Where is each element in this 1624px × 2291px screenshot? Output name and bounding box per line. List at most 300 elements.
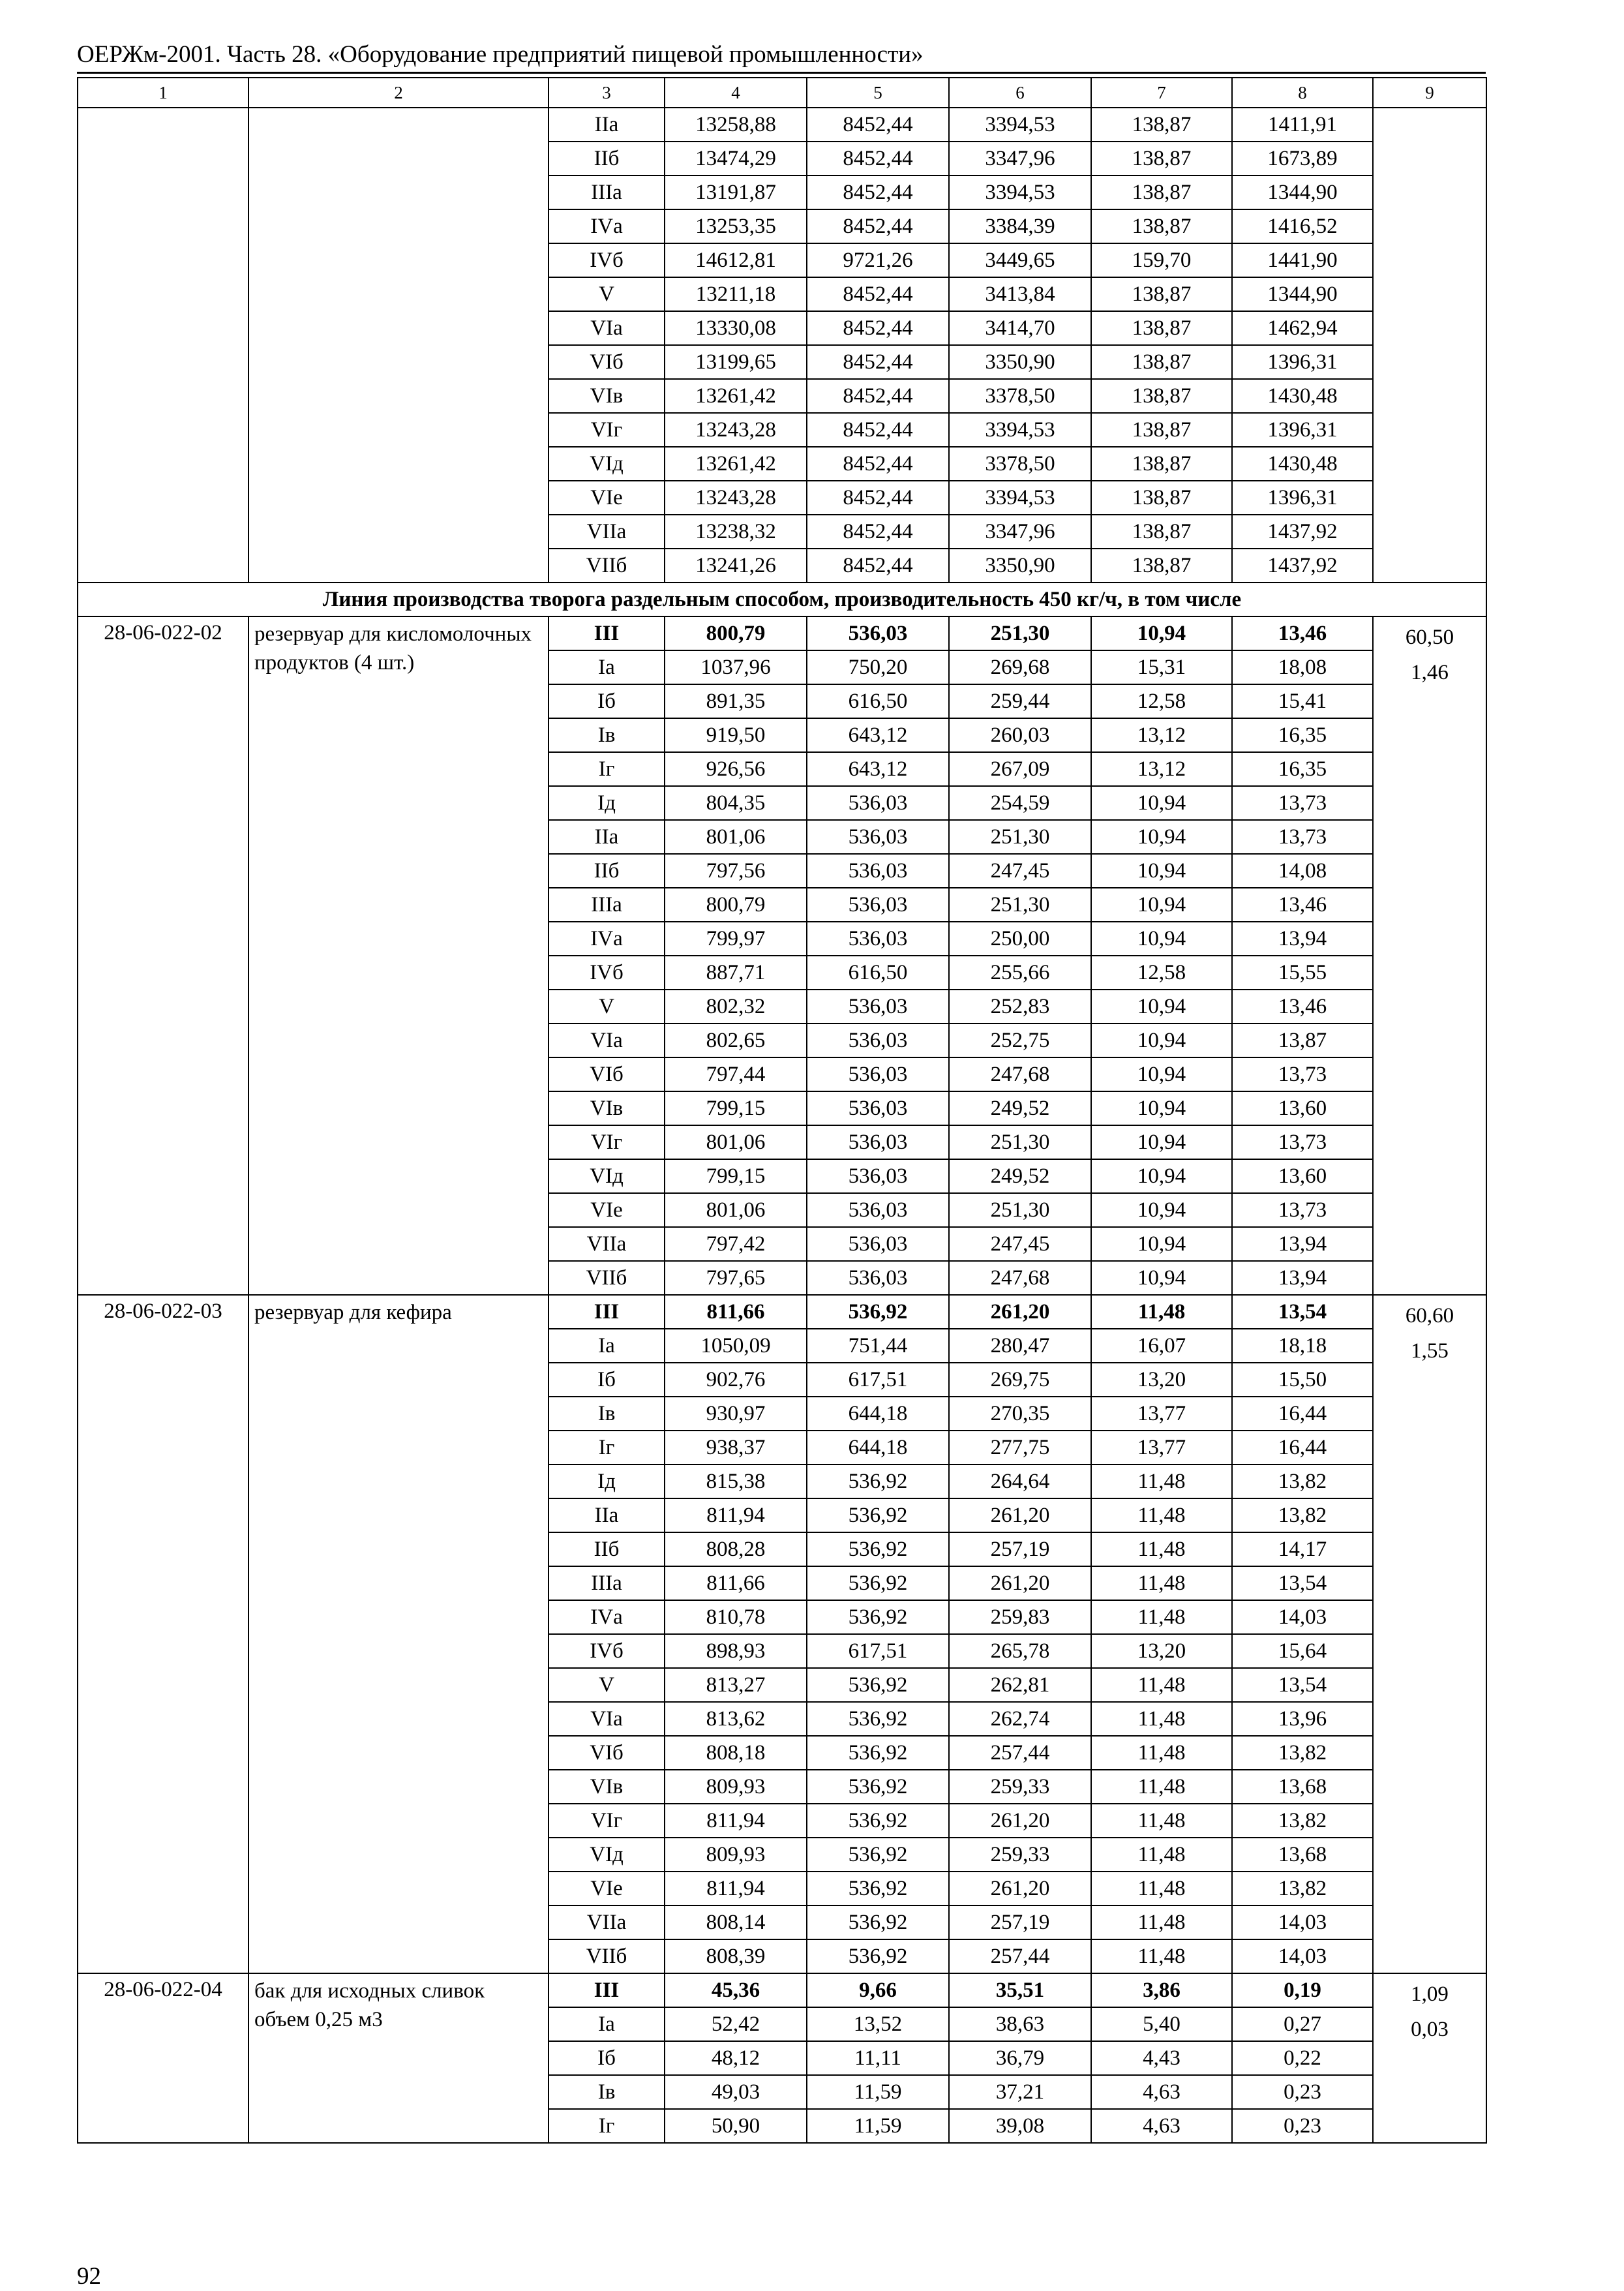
wages-cell: 536,03 <box>807 1193 949 1227</box>
machine-cost-cell: 261,20 <box>949 1804 1091 1838</box>
materials-cell: 13,82 <box>1232 1736 1373 1770</box>
wages-cell: 536,92 <box>807 1872 949 1905</box>
machine-cost-cell: 267,09 <box>949 752 1091 786</box>
machine-wages-cell: 10,94 <box>1091 922 1232 956</box>
wages-cell: 750,20 <box>807 650 949 684</box>
resource-cell <box>1373 108 1486 583</box>
total-cost-cell: 797,42 <box>665 1227 807 1261</box>
total-cost-cell: 52,42 <box>665 2007 807 2041</box>
total-cost-cell: 811,94 <box>665 1872 807 1905</box>
materials-cell: 13,46 <box>1232 888 1373 922</box>
machine-wages-cell: 11,48 <box>1091 1838 1232 1872</box>
machine-wages-cell: 12,58 <box>1091 956 1232 990</box>
machine-cost-cell: 35,51 <box>949 1973 1091 2007</box>
zone-cell: Iа <box>549 650 665 684</box>
machine-wages-cell: 12,58 <box>1091 684 1232 718</box>
machine-cost-cell: 249,52 <box>949 1091 1091 1125</box>
machine-wages-cell: 5,40 <box>1091 2007 1232 2041</box>
materials-cell: 14,08 <box>1232 854 1373 888</box>
wages-cell: 8452,44 <box>807 549 949 583</box>
materials-cell: 13,82 <box>1232 1464 1373 1498</box>
machine-wages-cell: 13,12 <box>1091 752 1232 786</box>
machine-wages-cell: 11,48 <box>1091 1295 1232 1329</box>
machine-wages-cell: 11,48 <box>1091 1498 1232 1532</box>
machine-wages-cell: 11,48 <box>1091 1600 1232 1634</box>
resource-cell <box>1373 1973 1486 2143</box>
zone-cell: IIа <box>549 108 665 142</box>
materials-cell: 14,03 <box>1232 1600 1373 1634</box>
wages-cell: 536,92 <box>807 1600 949 1634</box>
materials-cell: 13,60 <box>1232 1159 1373 1193</box>
total-cost-cell: 799,15 <box>665 1091 807 1125</box>
zone-cell: V <box>549 1668 665 1702</box>
zone-cell: IIIа <box>549 175 665 209</box>
header-rule <box>77 72 1486 74</box>
zone-cell: V <box>549 990 665 1024</box>
zone-cell: VIIа <box>549 1905 665 1939</box>
total-cost-cell: 802,65 <box>665 1024 807 1057</box>
machine-wages-cell: 4,63 <box>1091 2109 1232 2143</box>
materials-cell: 13,73 <box>1232 820 1373 854</box>
machine-cost-cell: 3350,90 <box>949 345 1091 379</box>
zone-cell: Iа <box>549 1329 665 1363</box>
zone-cell: VIв <box>549 379 665 413</box>
zone-cell: VIа <box>549 1702 665 1736</box>
total-cost-cell: 813,27 <box>665 1668 807 1702</box>
total-cost-cell: 808,14 <box>665 1905 807 1939</box>
machine-wages-cell: 138,87 <box>1091 108 1232 142</box>
machine-cost-cell: 3394,53 <box>949 108 1091 142</box>
machine-wages-cell: 138,87 <box>1091 413 1232 447</box>
materials-cell: 0,23 <box>1232 2075 1373 2109</box>
wages-cell: 536,92 <box>807 1566 949 1600</box>
total-cost-cell: 811,94 <box>665 1804 807 1838</box>
total-cost-cell: 14612,81 <box>665 243 807 277</box>
materials-cell: 15,64 <box>1232 1634 1373 1668</box>
zone-cell: IIа <box>549 820 665 854</box>
wages-cell: 536,03 <box>807 1057 949 1091</box>
machine-wages-cell: 13,77 <box>1091 1397 1232 1431</box>
wages-cell: 8452,44 <box>807 413 949 447</box>
machine-wages-cell: 138,87 <box>1091 209 1232 243</box>
total-cost-cell: 13243,28 <box>665 413 807 447</box>
materials-cell: 13,87 <box>1232 1024 1373 1057</box>
materials-cell: 0,23 <box>1232 2109 1373 2143</box>
wages-cell: 13,52 <box>807 2007 949 2041</box>
wages-cell: 536,03 <box>807 922 949 956</box>
machine-cost-cell: 261,20 <box>949 1498 1091 1532</box>
machine-cost-cell: 270,35 <box>949 1397 1091 1431</box>
machine-wages-cell: 10,94 <box>1091 1091 1232 1125</box>
zone-cell: III <box>549 1295 665 1329</box>
table-row <box>78 1295 1486 1329</box>
zone-cell: IVа <box>549 209 665 243</box>
machine-cost-cell: 3347,96 <box>949 515 1091 549</box>
machine-cost-cell: 257,44 <box>949 1939 1091 1973</box>
materials-cell: 13,46 <box>1232 990 1373 1024</box>
section-title: Линия производства творога раздельным способом, производительность 450 кг/ч, в том числе <box>78 583 1486 616</box>
zone-cell: IVб <box>549 956 665 990</box>
machine-cost-cell: 251,30 <box>949 888 1091 922</box>
machine-cost-cell: 249,52 <box>949 1159 1091 1193</box>
wages-cell: 11,59 <box>807 2075 949 2109</box>
total-cost-cell: 48,12 <box>665 2041 807 2075</box>
total-cost-cell: 13199,65 <box>665 345 807 379</box>
total-cost-cell: 898,93 <box>665 1634 807 1668</box>
zone-cell: VIIб <box>549 549 665 583</box>
wages-cell: 536,92 <box>807 1939 949 1973</box>
zone-cell: IIIа <box>549 888 665 922</box>
zone-cell: Iб <box>549 684 665 718</box>
total-cost-cell: 13253,35 <box>665 209 807 243</box>
wages-cell: 644,18 <box>807 1431 949 1464</box>
total-cost-cell: 808,39 <box>665 1939 807 1973</box>
materials-cell: 13,73 <box>1232 1125 1373 1159</box>
wages-cell: 536,03 <box>807 990 949 1024</box>
machine-wages-cell: 10,94 <box>1091 616 1232 650</box>
machine-cost-cell: 3378,50 <box>949 447 1091 481</box>
resource-line-2: 1,46 <box>1411 661 1449 684</box>
column-number: 8 <box>1232 78 1373 108</box>
zone-cell: VIIа <box>549 515 665 549</box>
machine-wages-cell: 15,31 <box>1091 650 1232 684</box>
total-cost-cell: 815,38 <box>665 1464 807 1498</box>
page-header-title: ОЕРЖм-2001. Часть 28. «Оборудование предприятий пищевой промышленности» <box>77 41 924 68</box>
wages-cell: 11,59 <box>807 2109 949 2143</box>
zone-cell: V <box>549 277 665 311</box>
total-cost-cell: 802,32 <box>665 990 807 1024</box>
total-cost-cell: 919,50 <box>665 718 807 752</box>
materials-cell: 13,73 <box>1232 786 1373 820</box>
materials-cell: 13,54 <box>1232 1295 1373 1329</box>
zone-cell: VIIб <box>549 1261 665 1295</box>
machine-wages-cell: 10,94 <box>1091 786 1232 820</box>
machine-cost-cell: 247,45 <box>949 854 1091 888</box>
materials-cell: 13,94 <box>1232 1261 1373 1295</box>
total-cost-cell: 45,36 <box>665 1973 807 2007</box>
machine-cost-cell: 262,74 <box>949 1702 1091 1736</box>
zone-cell: Iд <box>549 1464 665 1498</box>
materials-cell: 16,44 <box>1232 1397 1373 1431</box>
zone-cell: IIб <box>549 854 665 888</box>
machine-wages-cell: 11,48 <box>1091 1905 1232 1939</box>
zone-cell: VIв <box>549 1770 665 1804</box>
machine-cost-cell: 259,83 <box>949 1600 1091 1634</box>
total-cost-cell: 891,35 <box>665 684 807 718</box>
total-cost-cell: 13261,42 <box>665 379 807 413</box>
machine-cost-cell: 257,19 <box>949 1532 1091 1566</box>
materials-cell: 1430,48 <box>1232 379 1373 413</box>
wages-cell: 616,50 <box>807 684 949 718</box>
wages-cell: 8452,44 <box>807 379 949 413</box>
code-cell: 28-06-022-02 <box>78 616 248 1295</box>
machine-wages-cell: 138,87 <box>1091 481 1232 515</box>
machine-wages-cell: 11,48 <box>1091 1872 1232 1905</box>
machine-cost-cell: 259,44 <box>949 684 1091 718</box>
zone-cell: IIб <box>549 142 665 175</box>
materials-cell: 1437,92 <box>1232 549 1373 583</box>
machine-cost-cell: 255,66 <box>949 956 1091 990</box>
materials-cell: 1462,94 <box>1232 311 1373 345</box>
wages-cell: 8452,44 <box>807 142 949 175</box>
machine-wages-cell: 11,48 <box>1091 1668 1232 1702</box>
materials-cell: 16,35 <box>1232 752 1373 786</box>
machine-cost-cell: 277,75 <box>949 1431 1091 1464</box>
code-cell: 28-06-022-03 <box>78 1295 248 1973</box>
machine-wages-cell: 13,20 <box>1091 1363 1232 1397</box>
machine-cost-cell: 3378,50 <box>949 379 1091 413</box>
machine-wages-cell: 159,70 <box>1091 243 1232 277</box>
name-cell: резервуар для кисломолочных продуктов (4 шт.) <box>248 616 549 1295</box>
machine-wages-cell: 138,87 <box>1091 549 1232 583</box>
zone-cell: VIв <box>549 1091 665 1125</box>
zone-cell: VIе <box>549 1872 665 1905</box>
zone-cell: Iв <box>549 718 665 752</box>
machine-cost-cell: 247,68 <box>949 1057 1091 1091</box>
total-cost-cell: 804,35 <box>665 786 807 820</box>
zone-cell: IIб <box>549 1532 665 1566</box>
machine-cost-cell: 251,30 <box>949 1193 1091 1227</box>
machine-wages-cell: 138,87 <box>1091 379 1232 413</box>
wages-cell: 536,03 <box>807 854 949 888</box>
materials-cell: 0,27 <box>1232 2007 1373 2041</box>
machine-cost-cell: 251,30 <box>949 1125 1091 1159</box>
machine-cost-cell: 261,20 <box>949 1566 1091 1600</box>
machine-cost-cell: 3449,65 <box>949 243 1091 277</box>
materials-cell: 14,03 <box>1232 1905 1373 1939</box>
column-number: 4 <box>665 78 807 108</box>
machine-wages-cell: 11,48 <box>1091 1939 1232 1973</box>
machine-wages-cell: 138,87 <box>1091 277 1232 311</box>
materials-cell: 14,17 <box>1232 1532 1373 1566</box>
machine-wages-cell: 10,94 <box>1091 990 1232 1024</box>
zone-cell: VIб <box>549 345 665 379</box>
total-cost-cell: 799,15 <box>665 1159 807 1193</box>
wages-cell: 9,66 <box>807 1973 949 2007</box>
wages-cell: 536,92 <box>807 1770 949 1804</box>
column-number: 2 <box>248 78 549 108</box>
machine-wages-cell: 10,94 <box>1091 820 1232 854</box>
materials-cell: 13,94 <box>1232 922 1373 956</box>
total-cost-cell: 49,03 <box>665 2075 807 2109</box>
wages-cell: 8452,44 <box>807 447 949 481</box>
total-cost-cell: 13474,29 <box>665 142 807 175</box>
machine-cost-cell: 36,79 <box>949 2041 1091 2075</box>
machine-wages-cell: 10,94 <box>1091 1193 1232 1227</box>
wages-cell: 536,92 <box>807 1668 949 1702</box>
column-number: 7 <box>1091 78 1232 108</box>
materials-cell: 13,54 <box>1232 1668 1373 1702</box>
materials-cell: 15,55 <box>1232 956 1373 990</box>
total-cost-cell: 50,90 <box>665 2109 807 2143</box>
wages-cell: 536,03 <box>807 1159 949 1193</box>
wages-cell: 8452,44 <box>807 345 949 379</box>
machine-cost-cell: 3414,70 <box>949 311 1091 345</box>
machine-cost-cell: 261,20 <box>949 1872 1091 1905</box>
materials-cell: 13,54 <box>1232 1566 1373 1600</box>
zone-cell: VIг <box>549 1804 665 1838</box>
total-cost-cell: 809,93 <box>665 1770 807 1804</box>
machine-wages-cell: 13,12 <box>1091 718 1232 752</box>
machine-cost-cell: 254,59 <box>949 786 1091 820</box>
total-cost-cell: 13258,88 <box>665 108 807 142</box>
materials-cell: 1437,92 <box>1232 515 1373 549</box>
zone-cell: VIг <box>549 1125 665 1159</box>
materials-cell: 13,96 <box>1232 1702 1373 1736</box>
wages-cell: 536,03 <box>807 888 949 922</box>
machine-cost-cell: 251,30 <box>949 820 1091 854</box>
wages-cell: 536,92 <box>807 1838 949 1872</box>
zone-cell: IIа <box>549 1498 665 1532</box>
column-number: 1 <box>78 78 248 108</box>
table-row <box>78 1973 1486 2007</box>
zone-cell: VIд <box>549 1838 665 1872</box>
wages-cell: 536,03 <box>807 820 949 854</box>
total-cost-cell: 902,76 <box>665 1363 807 1397</box>
zone-cell: VIд <box>549 1159 665 1193</box>
total-cost-cell: 13330,08 <box>665 311 807 345</box>
materials-cell: 1396,31 <box>1232 481 1373 515</box>
column-number: 3 <box>549 78 665 108</box>
machine-cost-cell: 37,21 <box>949 2075 1091 2109</box>
wages-cell: 8452,44 <box>807 108 949 142</box>
total-cost-cell: 811,66 <box>665 1295 807 1329</box>
machine-wages-cell: 4,43 <box>1091 2041 1232 2075</box>
zone-cell: IVа <box>549 1600 665 1634</box>
machine-wages-cell: 138,87 <box>1091 515 1232 549</box>
wages-cell: 643,12 <box>807 752 949 786</box>
wages-cell: 8452,44 <box>807 175 949 209</box>
zone-cell: VIд <box>549 447 665 481</box>
total-cost-cell: 797,56 <box>665 854 807 888</box>
zone-cell: Iв <box>549 1397 665 1431</box>
machine-cost-cell: 259,33 <box>949 1770 1091 1804</box>
wages-cell: 616,50 <box>807 956 949 990</box>
materials-cell: 13,73 <box>1232 1193 1373 1227</box>
machine-wages-cell: 11,48 <box>1091 1464 1232 1498</box>
materials-cell: 13,68 <box>1232 1770 1373 1804</box>
wages-cell: 536,92 <box>807 1532 949 1566</box>
zone-cell: Iв <box>549 2075 665 2109</box>
total-cost-cell: 797,65 <box>665 1261 807 1295</box>
resource-line-2: 0,03 <box>1411 2018 1449 2041</box>
wages-cell: 536,92 <box>807 1905 949 1939</box>
materials-cell: 1344,90 <box>1232 277 1373 311</box>
wages-cell: 536,03 <box>807 1024 949 1057</box>
materials-cell: 13,82 <box>1232 1498 1373 1532</box>
wages-cell: 536,03 <box>807 1227 949 1261</box>
total-cost-cell: 801,06 <box>665 1193 807 1227</box>
machine-wages-cell: 16,07 <box>1091 1329 1232 1363</box>
machine-wages-cell: 10,94 <box>1091 1261 1232 1295</box>
zone-cell: Iг <box>549 752 665 786</box>
wages-cell: 536,03 <box>807 1261 949 1295</box>
machine-cost-cell: 269,68 <box>949 650 1091 684</box>
machine-wages-cell: 10,94 <box>1091 1159 1232 1193</box>
total-cost-cell: 811,66 <box>665 1566 807 1600</box>
machine-cost-cell: 38,63 <box>949 2007 1091 2041</box>
zone-cell: VIе <box>549 1193 665 1227</box>
machine-cost-cell: 260,03 <box>949 718 1091 752</box>
machine-wages-cell: 138,87 <box>1091 311 1232 345</box>
table-row <box>78 616 1486 650</box>
wages-cell: 644,18 <box>807 1397 949 1431</box>
name-cell <box>248 108 549 583</box>
name-cell: резервуар для кефира <box>248 1295 549 1973</box>
materials-cell: 1416,52 <box>1232 209 1373 243</box>
materials-cell: 1396,31 <box>1232 413 1373 447</box>
page-number: 92 <box>77 2263 101 2290</box>
total-cost-cell: 1037,96 <box>665 650 807 684</box>
machine-cost-cell: 252,75 <box>949 1024 1091 1057</box>
machine-wages-cell: 138,87 <box>1091 175 1232 209</box>
machine-cost-cell: 3384,39 <box>949 209 1091 243</box>
machine-cost-cell: 3347,96 <box>949 142 1091 175</box>
machine-cost-cell: 264,64 <box>949 1464 1091 1498</box>
total-cost-cell: 809,93 <box>665 1838 807 1872</box>
total-cost-cell: 811,94 <box>665 1498 807 1532</box>
materials-cell: 13,82 <box>1232 1872 1373 1905</box>
wages-cell: 8452,44 <box>807 311 949 345</box>
machine-wages-cell: 11,48 <box>1091 1770 1232 1804</box>
code-cell: 28-06-022-04 <box>78 1973 248 2143</box>
machine-wages-cell: 11,48 <box>1091 1566 1232 1600</box>
total-cost-cell: 800,79 <box>665 888 807 922</box>
wages-cell: 536,92 <box>807 1702 949 1736</box>
resource-line-2: 1,55 <box>1411 1339 1449 1363</box>
machine-wages-cell: 10,94 <box>1091 1057 1232 1091</box>
zone-cell: IIIа <box>549 1566 665 1600</box>
total-cost-cell: 1050,09 <box>665 1329 807 1363</box>
machine-wages-cell: 4,63 <box>1091 2075 1232 2109</box>
zone-cell: IVб <box>549 1634 665 1668</box>
machine-wages-cell: 10,94 <box>1091 854 1232 888</box>
machine-wages-cell: 13,20 <box>1091 1634 1232 1668</box>
machine-cost-cell: 259,33 <box>949 1838 1091 1872</box>
total-cost-cell: 813,62 <box>665 1702 807 1736</box>
resource-line-1: 60,60 <box>1405 1304 1454 1328</box>
total-cost-cell: 801,06 <box>665 1125 807 1159</box>
resource-cell <box>1373 1295 1486 1973</box>
machine-wages-cell: 11,48 <box>1091 1804 1232 1838</box>
zone-cell: III <box>549 616 665 650</box>
materials-cell: 13,46 <box>1232 616 1373 650</box>
total-cost-cell: 808,28 <box>665 1532 807 1566</box>
wages-cell: 9721,26 <box>807 243 949 277</box>
materials-cell: 0,19 <box>1232 1973 1373 2007</box>
machine-cost-cell: 247,45 <box>949 1227 1091 1261</box>
zone-cell: VIIа <box>549 1227 665 1261</box>
wages-cell: 617,51 <box>807 1363 949 1397</box>
machine-wages-cell: 138,87 <box>1091 447 1232 481</box>
wages-cell: 536,03 <box>807 1125 949 1159</box>
zone-cell: IVб <box>549 243 665 277</box>
zone-cell: Iб <box>549 1363 665 1397</box>
zone-cell: VIб <box>549 1736 665 1770</box>
materials-cell: 18,08 <box>1232 650 1373 684</box>
materials-cell: 1411,91 <box>1232 108 1373 142</box>
zone-cell: IVа <box>549 922 665 956</box>
machine-wages-cell: 10,94 <box>1091 1125 1232 1159</box>
materials-cell: 15,50 <box>1232 1363 1373 1397</box>
wages-cell: 643,12 <box>807 718 949 752</box>
total-cost-cell: 13241,26 <box>665 549 807 583</box>
zone-cell: III <box>549 1973 665 2007</box>
total-cost-cell: 800,79 <box>665 616 807 650</box>
total-cost-cell: 887,71 <box>665 956 807 990</box>
machine-wages-cell: 138,87 <box>1091 345 1232 379</box>
wages-cell: 536,92 <box>807 1804 949 1838</box>
